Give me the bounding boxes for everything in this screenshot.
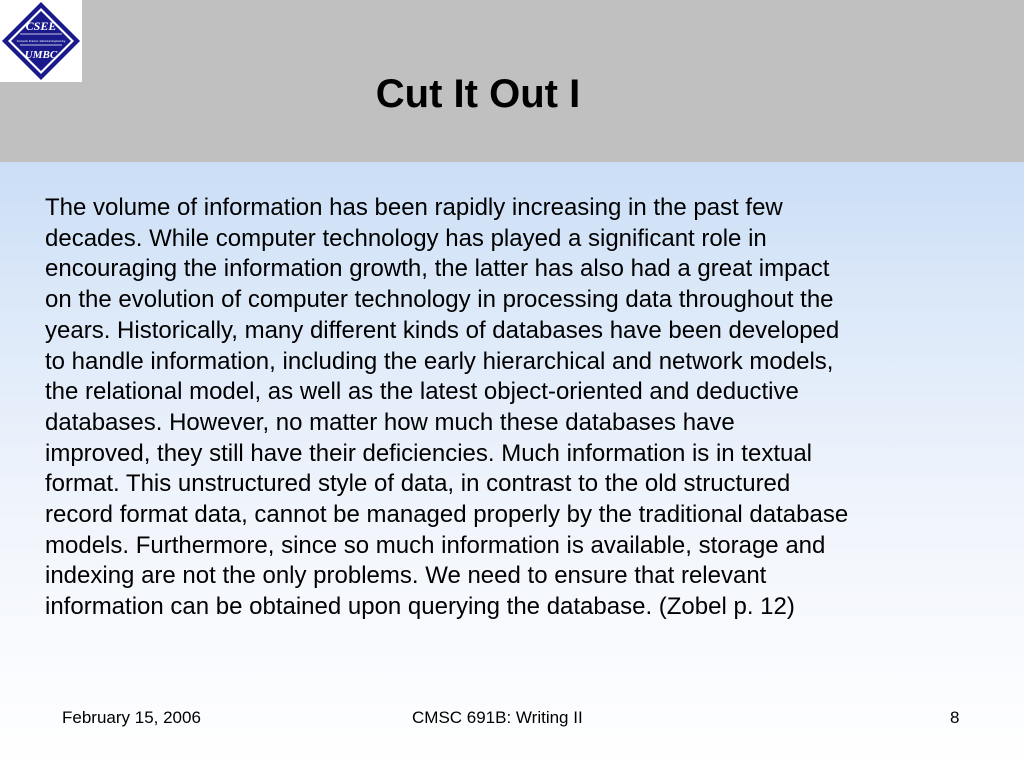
body-line: The volume of information has been rapidly increasing in the past few [45,194,783,221]
body-line: to handle information, including the early hierarchical and network models, [45,347,834,375]
logo-text-middle: Computer Science / Electrical Engineering [16,40,66,43]
body-line: format. This unstructured style of data, in contrast to the old structured [45,470,791,498]
body-line: encouraging the information growth, the latter has also had a great impact [45,255,830,283]
body-line: databases. However, no matter how much these databases have [45,408,735,436]
body-line: improved, they still have their deficiencies. Much information is in textual [45,439,813,467]
footer-date: February 15, 2006 [62,708,201,727]
body-line: models. Furthermore, since so much information is available, storage and [45,531,826,559]
body-paragraph [45,193,1005,623]
body-line: record format data, cannot be managed properly by the traditional database [45,501,849,529]
slide-title: Cut It Out I [375,72,581,116]
body-line: the relational model, as well as the latest object-oriented and deductive [45,378,799,406]
footer-page-number: 8 [950,708,960,727]
footer-course-title: CMSC 691B: Writing II [412,708,583,727]
logo-text-top: CSEE [25,19,57,33]
body-line: decades. While computer technology has played a significant role in [45,224,767,252]
body-line: indexing are not the only problems. We need to ensure that relevant [45,562,767,590]
body-line: information can be obtained upon querying the database. (Zobel p. 12) [45,593,795,621]
body-line: years. Historically, many different kinds of databases have been developed [45,316,840,344]
logo-text-bottom: UMBC [24,49,58,61]
body-line: on the evolution of computer technology in processing data throughout the [45,286,834,314]
